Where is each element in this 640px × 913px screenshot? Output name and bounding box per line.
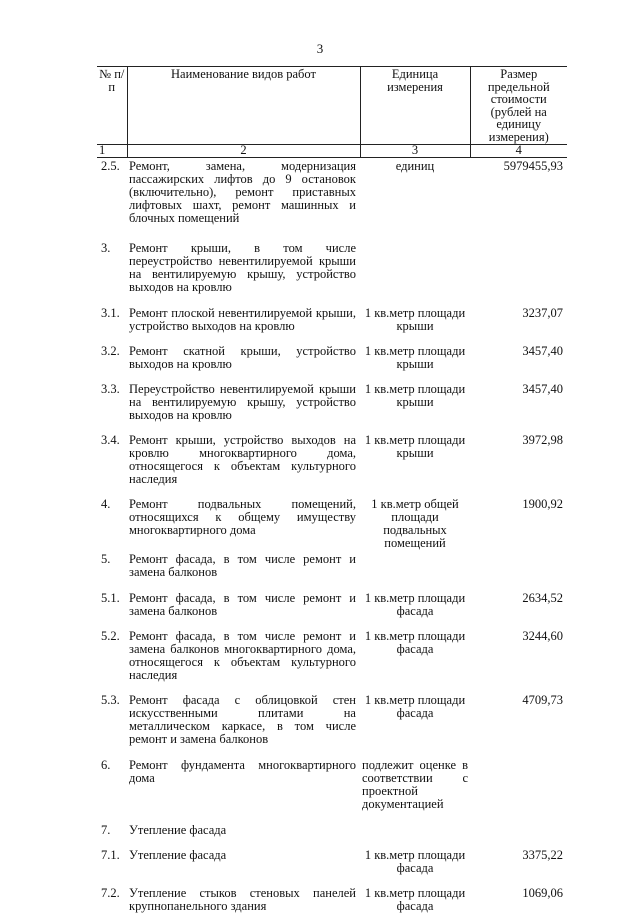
table-row xyxy=(97,307,567,333)
row-work-name: Ремонт плоской невентилируемой крыши, устройство выходов на кровлю xyxy=(127,307,360,333)
column-number: 4 xyxy=(470,145,567,158)
row-price xyxy=(470,553,567,579)
row-number: 7.1. xyxy=(97,849,127,875)
row-work-name: Ремонт, замена, модернизация пассажирских лифтов до 9 остановок (включительно), ремонт приставных лифтовых шахт, ремонт машинных и блочных помещений xyxy=(127,158,360,226)
row-unit: 1 кв.метр общей площади подвальных помещений xyxy=(360,498,470,550)
row-unit: 1 кв.метр площади фасада xyxy=(360,887,470,913)
column-number-row xyxy=(97,145,567,158)
header-max-cost: Размер предельной стоимости (рублей на единицу измерения) xyxy=(470,67,567,145)
row-price: 3457,40 xyxy=(470,345,567,371)
row-work-name: Ремонт крыши, устройство выходов на кровлю многоквартирного дома, относящегося к объектам культурного наследия xyxy=(127,434,360,486)
table-row xyxy=(97,887,567,913)
row-number: 3. xyxy=(97,242,127,294)
row-price: 4709,73 xyxy=(470,694,567,746)
header-number: № п/п xyxy=(97,67,127,145)
table-row xyxy=(97,383,567,422)
row-work-name: Утепление фасада xyxy=(127,849,360,875)
table-row xyxy=(97,694,567,746)
table-row xyxy=(97,498,567,550)
table-row xyxy=(97,345,567,371)
table-row xyxy=(97,242,567,294)
row-unit: 1 кв.метр площади фасада xyxy=(360,592,470,618)
works-cost-table xyxy=(97,66,567,913)
table-row xyxy=(97,158,567,226)
row-price: 1069,06 xyxy=(470,887,567,913)
row-number: 3.4. xyxy=(97,434,127,486)
row-price xyxy=(470,759,567,811)
row-number: 4. xyxy=(97,498,127,550)
row-price xyxy=(470,242,567,294)
row-price: 3375,22 xyxy=(470,849,567,875)
row-number: 7.2. xyxy=(97,887,127,913)
row-number: 3.2. xyxy=(97,345,127,371)
row-work-name: Утепление фасада xyxy=(127,824,360,837)
row-unit: единиц xyxy=(360,158,470,226)
table-row xyxy=(97,553,567,579)
table-row xyxy=(97,592,567,618)
table-header xyxy=(97,67,567,158)
row-number: 3.1. xyxy=(97,307,127,333)
row-price: 1900,92 xyxy=(470,498,567,550)
row-price: 3237,07 xyxy=(470,307,567,333)
row-work-name: Ремонт крыши, в том числе переустройство невентилируемой крыши на вентилируемую крышу, устройство выходов на кровлю xyxy=(127,242,360,294)
row-number: 5.3. xyxy=(97,694,127,746)
header-row xyxy=(97,67,567,145)
row-work-name: Утепление стыков стеновых панелей крупнопанельного здания xyxy=(127,887,360,913)
row-unit xyxy=(360,824,470,837)
table-row xyxy=(97,849,567,875)
row-price: 5979455,93 xyxy=(470,158,567,226)
header-unit: Единица измерения xyxy=(360,67,470,145)
row-number: 5.2. xyxy=(97,630,127,682)
row-number: 2.5. xyxy=(97,158,127,226)
row-price: 2634,52 xyxy=(470,592,567,618)
row-unit: подлежит оценке в соответствии с проектной документацией xyxy=(360,759,470,811)
table-row xyxy=(97,630,567,682)
row-unit: 1 кв.метр площади фасада xyxy=(360,630,470,682)
row-unit: 1 кв.метр площади крыши xyxy=(360,345,470,371)
page-number: 3 xyxy=(0,42,640,55)
row-unit: 1 кв.метр площади крыши xyxy=(360,434,470,486)
row-price: 3244,60 xyxy=(470,630,567,682)
column-number: 2 xyxy=(127,145,360,158)
row-unit: 1 кв.метр площади крыши xyxy=(360,307,470,333)
column-number: 3 xyxy=(360,145,470,158)
row-unit: 1 кв.метр площади фасада xyxy=(360,694,470,746)
row-work-name: Ремонт фундамента многоквартирного дома xyxy=(127,759,360,811)
row-work-name: Ремонт подвальных помещений, относящихся к общему имуществу многоквартирного дома xyxy=(127,498,360,550)
row-price xyxy=(470,824,567,837)
row-unit: 1 кв.метр площади фасада xyxy=(360,849,470,875)
row-unit xyxy=(360,242,470,294)
row-number: 5.1. xyxy=(97,592,127,618)
row-work-name: Ремонт фасада, в том числе ремонт и замена балконов многоквартирного дома, относящегося к объектам культурного наследия xyxy=(127,630,360,682)
table-row xyxy=(97,824,567,837)
row-work-name: Ремонт фасада, в том числе ремонт и замена балконов xyxy=(127,553,360,579)
table-body xyxy=(97,158,567,913)
row-work-name: Переустройство невентилируемой крыши на вентилируемую крышу, устройство выходов на кровлю xyxy=(127,383,360,422)
column-number: 1 xyxy=(97,145,127,158)
row-unit xyxy=(360,553,470,579)
row-work-name: Ремонт скатной крыши, устройство выходов на кровлю xyxy=(127,345,360,371)
table-row xyxy=(97,759,567,811)
row-unit: 1 кв.метр площади крыши xyxy=(360,383,470,422)
header-work-name: Наименование видов работ xyxy=(127,67,360,145)
row-number: 3.3. xyxy=(97,383,127,422)
row-work-name: Ремонт фасада, в том числе ремонт и замена балконов xyxy=(127,592,360,618)
row-work-name: Ремонт фасада с облицовкой стен искусственными плитами на металлическом каркасе, в том числе ремонт и замена балконов xyxy=(127,694,360,746)
table-row xyxy=(97,434,567,486)
row-number: 7. xyxy=(97,824,127,837)
row-number: 5. xyxy=(97,553,127,579)
row-number: 6. xyxy=(97,759,127,811)
row-price: 3972,98 xyxy=(470,434,567,486)
row-price: 3457,40 xyxy=(470,383,567,422)
